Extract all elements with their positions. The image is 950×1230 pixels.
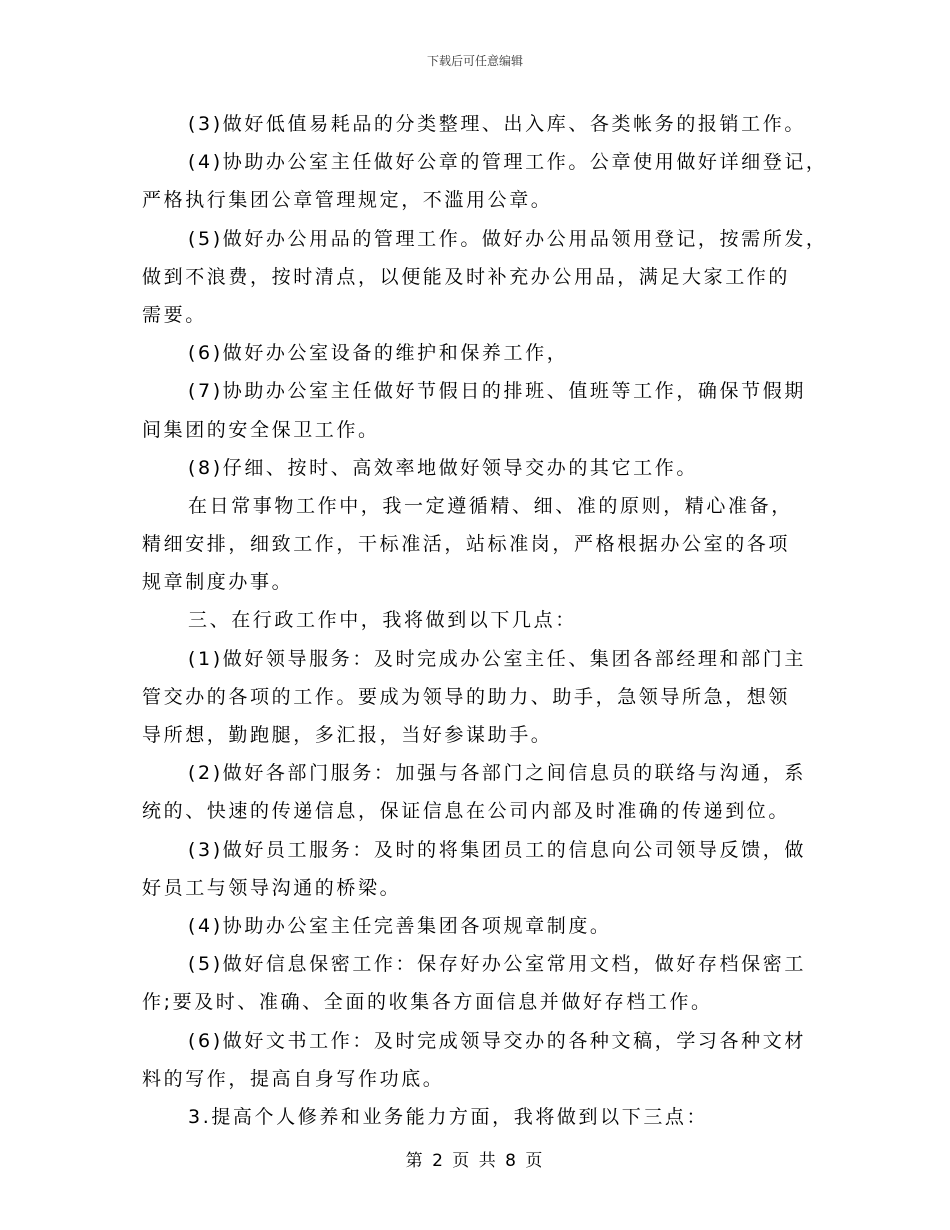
text-line: 需要。	[142, 303, 207, 326]
text-line: 料的写作，提高自身写作功底。	[142, 1067, 445, 1090]
text-line: 统的、快速的传递信息，保证信息在公司内部及时准确的传递到位。	[142, 800, 791, 823]
text-line: 作;要及时、准确、全面的收集各方面信息并做好存档工作。	[142, 991, 713, 1014]
text-line: (1)做好领导服务：及时完成办公室主任、集团各部经理和部门主	[188, 647, 806, 670]
text-line: (3)做好员工服务：及时的将集团员工的信息向公司领导反馈，做	[188, 838, 806, 861]
text-line: 导所想，勤跑腿，多汇报，当好参谋助手。	[142, 724, 553, 746]
text-line: (5)做好办公用品的管理工作。做好办公用品领用登记，按需所发，	[188, 227, 828, 250]
text-line: (3)做好低值易耗品的分类整理、出入库、各类帐务的报销工作。	[188, 113, 806, 135]
text-line: (7)协助办公室主任做好节假日的排班、值班等工作，确保节假期	[188, 380, 806, 403]
text-line: (5)做好信息保密工作：保存好办公室常用文档，做好存档保密工	[188, 953, 806, 976]
text-line: (8)仔细、按时、高效率地做好领导交办的其它工作。	[188, 456, 698, 479]
page-number: 第 2 页 共 8 页	[405, 1151, 545, 1171]
section-heading: 三、在行政工作中，我将做到以下几点：	[188, 609, 577, 632]
text-line: (6)做好文书工作：及时完成领导交办的各种文稿，学习各种文材	[188, 1029, 806, 1052]
text-line: (4)协助办公室主任做好公章的管理工作。公章使用做好详细登记，	[188, 151, 828, 174]
text-line: 在日常事物工作中，我一定遵循精、细、准的原则，精心准备，	[188, 494, 793, 517]
text-line: 间集团的安全保卫工作。	[142, 418, 380, 441]
text-line: 管交办的各项的工作。要成为领导的助力、助手，急领导所急，想领	[142, 685, 791, 708]
text-line: 做到不浪费，按时清点，以便能及时补充办公用品，满足大家工作的	[142, 265, 791, 288]
section-heading: 3.提高个人修养和业务能力方面，我将做到以下三点：	[188, 1105, 709, 1128]
text-line: 好员工与领导沟通的桥梁。	[142, 876, 402, 899]
text-line: 精细安排，细致工作，干标准活，站标准岗，严格根据办公室的各项	[142, 533, 791, 556]
text-line: (6)做好办公室设备的维护和保养工作，	[188, 342, 569, 365]
page-header: 下载后可任意编辑	[426, 54, 523, 68]
text-line: (2)做好各部门服务：加强与各部门之间信息员的联络与沟通，系	[188, 762, 806, 785]
document-body	[142, 105, 828, 1136]
text-line: (4)协助办公室主任完善集团各项规章制度。	[188, 914, 612, 937]
text-line: 严格执行集团公章管理规定，不滥用公章。	[142, 189, 553, 212]
text-line: 规章制度办事。	[142, 571, 294, 594]
